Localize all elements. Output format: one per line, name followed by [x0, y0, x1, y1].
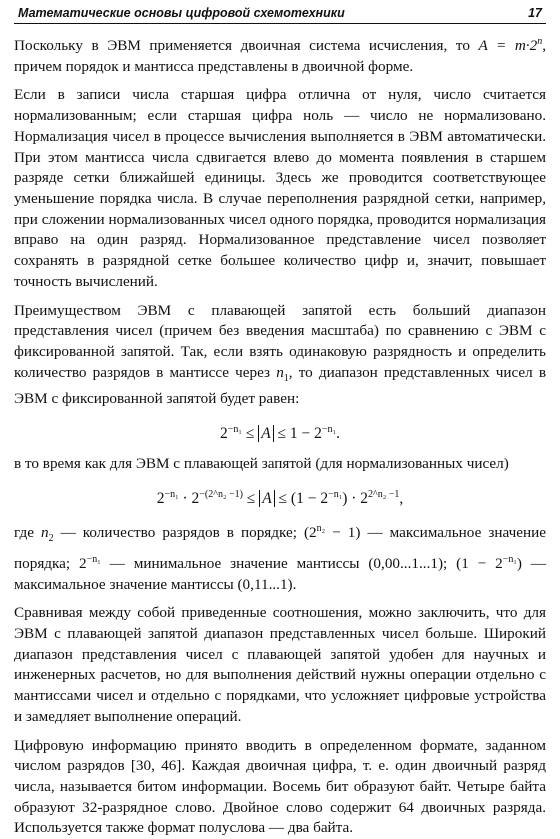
paragraph-1-text-b: , причем порядок и мантисса представлены в двоичной форме.: [14, 37, 546, 75]
paragraph-5-var1: n: [40, 524, 49, 542]
paragraph-5: [14, 519, 546, 595]
header-title: Математические основы цифровой схемотехники: [18, 6, 345, 20]
paragraph-3-var: n: [276, 363, 284, 381]
formula1-right: ≤ 1 − 2: [273, 425, 322, 443]
paragraph-5-t4-exp: −n₁: [502, 553, 517, 565]
paragraph-3-var-sub: 1: [283, 372, 289, 384]
formula2-c-exp: −n₁: [328, 488, 343, 500]
paragraph-4: в то время как для ЭВМ с плавающей запятой (для нормализованных чисел): [14, 455, 509, 473]
formula2-mid: ≤: [242, 490, 260, 508]
formula2-c: ≤ (1 − 2: [274, 490, 329, 508]
paragraph-5-var1-sub: 2: [48, 533, 54, 545]
paragraph-7: Цифровую информацию принято вводить в определенном формате, заданном числом разрядов [30, 46]. Каждая двоичная цифра, т. е. один двоичный разряд числа, называется битом информации. Восемь бит образуют байт. Четыре байта образуют 32-разрядное слово. Двойное слово содержит 64 двоичных разряда. Используется также формат полуслова — два байта.: [14, 736, 546, 837]
running-header: [14, 6, 546, 24]
paragraph-3: [14, 301, 546, 411]
paragraph-5-t3: − 1) — максимальное значение порядка; 2: [14, 524, 546, 572]
paragraph-5-t4: — минимальное значение мантиссы (0,00...1...1); (1 − 2: [100, 554, 503, 572]
formula-fixed-point-range: [14, 418, 546, 446]
paragraph-5-t2-exp: n₂: [316, 523, 326, 535]
paragraph-1: [14, 32, 546, 77]
formula1-right-exp: −n₁: [321, 424, 337, 436]
formula2-b-exp: −(2^n₂ −1): [199, 488, 243, 500]
formula2-d-exp: 2^n₂ −1: [368, 488, 400, 500]
paragraph-6: Сравнивая между собой приведенные соотношения, можно заключить, что для ЭВМ с плавающей запятой диапазон представленных чисел больше. Широкий диапазон представления чисел с плавающей запятой удобен для научных и инженерных расчетов, но для выполнения действий нужны операции отдельно с мантиссами чисел и отдельно с порядками, что усложняет цифровые устройства и замедляет выполнение операций.: [14, 604, 546, 725]
paragraph-5-t1: где: [14, 524, 41, 542]
formula2-d: ) · 2: [342, 490, 369, 508]
paragraph-2: Если в записи числа старшая цифра отлична от нуля, число считается нормализованным; если старшая цифра ноль — число не нормализовано. Нормализация чисел в процессе вычисления выполняется в ЭВМ автоматически. При этом мантисса числа сдвигается влево до момента появления в старшем разряде сетки ближайшей единицы. Здесь же проводится соответствующее уменьшение порядка числа. В случае переполнения разрядной сетки, например, при сложении нормализованных чисел одного порядка, проводится нормализация вправо на один разряд. Нормализованное представление чисел позволяет сохранять в разрядной сетке большее количество цифр и, значит, повышает точность вычислений.: [14, 86, 546, 290]
formula2-abs: A: [259, 490, 274, 507]
formula-floating-point-range: [14, 483, 546, 511]
paragraph-3-text-b: , то диапазон представленных чисел в ЭВМ с фиксированной запятой будет равен:: [14, 363, 547, 408]
formula1-left: 2: [220, 425, 228, 443]
formula1-mid: ≤: [241, 425, 259, 443]
formula2-a: 2: [156, 490, 165, 508]
paragraph-3-text-a: Преимуществом ЭВМ с плавающей запятой есть больший диапазон представления чисел (причем без введения масштаба) по сравнению с ЭВМ с фиксированной запятой. Так, если взять одинаковую разрядность и определить количество разрядов в мантиссе через: [14, 301, 546, 381]
paragraph-1-formula: A = m·2: [478, 37, 538, 55]
paragraph-1-formula-exp: n: [537, 36, 543, 47]
formula1-abs: A: [258, 425, 273, 442]
paragraph-1-text-a: Поскольку в ЭВМ применяется двоичная система исчисления, то: [14, 37, 479, 55]
paragraph-5-t2: — количество разрядов в порядке; (2: [53, 524, 317, 542]
formula1-left-exp: −n₁: [227, 424, 242, 436]
page-number: 17: [528, 6, 542, 20]
paragraph-5-t3-exp: −n₁: [86, 553, 101, 565]
paragraph-5-t5: ) — максимальное значение мантиссы (0,11...1).: [14, 554, 547, 593]
formula1-end: .: [336, 425, 340, 443]
formula2-end: ,: [399, 490, 404, 508]
formula2-b: · 2: [178, 490, 200, 508]
formula2-a-exp: −n₁: [164, 488, 179, 500]
